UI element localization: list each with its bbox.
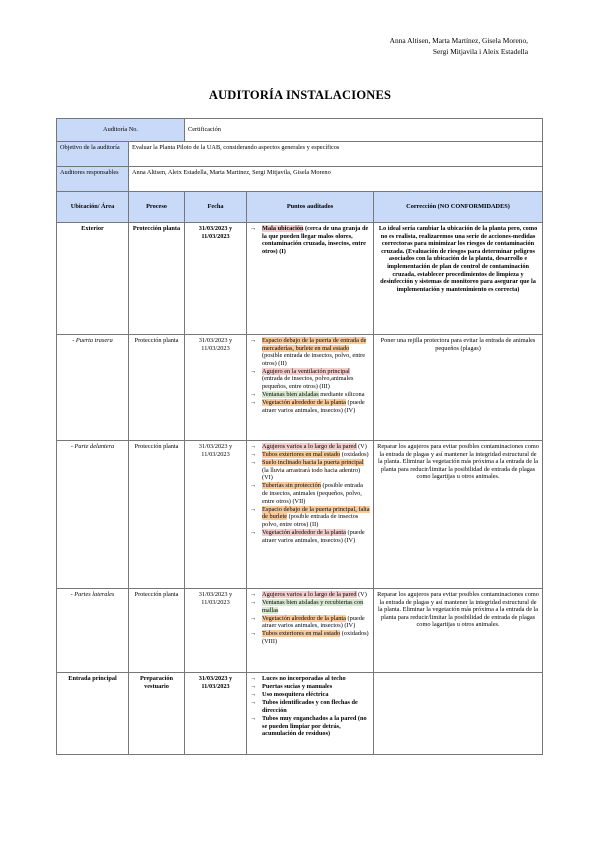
points-list: [250, 675, 370, 738]
row-ubicacion: - Partes laterales: [57, 589, 129, 673]
list-item: [250, 459, 370, 482]
point-text: (oxidados) (VIII): [262, 630, 369, 646]
arrow-right-icon: →: [250, 599, 257, 607]
authors-block: [390, 35, 528, 57]
point-highlight: Tubos exteriores en mal estado: [262, 630, 341, 638]
point-text: Uso mosquitera eléctrica: [262, 691, 329, 699]
point-text: Tubos muy enganchados a la pared (no se pueden limpiar por detrás, acumulación de residuos): [262, 714, 367, 738]
arrow-right-icon: →: [250, 443, 257, 450]
point-text: (puede atraer varios animales, insectos) (IV): [262, 529, 365, 544]
table-header-row: [57, 192, 543, 223]
table-row: [57, 589, 543, 673]
list-item: [250, 591, 370, 599]
audit-table: [56, 118, 543, 755]
point-text: (V): [356, 443, 367, 450]
point-highlight: Mala ubicación: [262, 225, 304, 232]
objetivo-value: Evaluar la Planta Piloto de la UAB, considerando aspectos generales y específicos: [129, 142, 543, 167]
point-text: (oxidados): [340, 451, 369, 459]
point-text: (puede atraer varios animales, insectos) (IV): [262, 614, 365, 630]
arrow-right-icon: →: [250, 630, 257, 638]
list-item: [250, 368, 370, 391]
list-item: [250, 683, 370, 691]
arrow-right-icon: →: [250, 714, 257, 722]
arrow-right-icon: →: [250, 691, 257, 699]
header-ubicacion: Ubicación/ Área: [57, 192, 129, 223]
point-text: (la lluvia arrastrará todo hacia adentro) (VI): [262, 466, 361, 482]
row-puntos: [247, 223, 374, 335]
point-text: (V): [356, 591, 367, 598]
auditores-label: Auditores responsables: [57, 167, 129, 192]
point-highlight: Agujeros varios a lo largo de la pared: [262, 443, 357, 450]
meta-row-objetivo: [57, 142, 543, 167]
point-text: (puede atraer varios animales, insectos) (IV): [262, 399, 365, 414]
arrow-right-icon: →: [250, 451, 257, 459]
row-puntos: [247, 441, 374, 589]
list-item: [250, 599, 370, 614]
point-highlight: Vegetación alrededor de la planta: [262, 614, 346, 622]
row-fecha: 31/03/2023 y 11/03/2023: [185, 673, 247, 755]
row-fecha: 31/03/2023 y 11/03/2023: [185, 589, 247, 673]
list-item: [250, 699, 370, 714]
arrow-right-icon: →: [250, 391, 257, 399]
point-highlight: Agujeros varios a lo largo de la pared: [262, 591, 357, 598]
row-fecha: 31/03/2023 y 11/03/2023: [185, 335, 247, 441]
point-text: Puertas sucias y manuales: [262, 683, 333, 691]
arrow-right-icon: →: [250, 505, 257, 513]
arrow-right-icon: →: [250, 482, 257, 490]
page-title: AUDITORÍA INSTALACIONES: [208, 88, 392, 102]
point-highlight: Suelo inclinado hacia la puerta principal: [262, 459, 364, 467]
table-row: [57, 223, 543, 335]
row-proceso: Protección planta: [129, 223, 185, 335]
row-ubicacion: Exterior: [57, 223, 129, 335]
point-highlight: Vegetación alrededor de la planta: [262, 529, 346, 537]
arrow-right-icon: →: [250, 529, 257, 537]
row-ubicacion: - Parte delantera: [57, 441, 129, 589]
points-list: [250, 337, 370, 414]
point-highlight: Espacio debajo de la puerta de entrada de mercaderías, burlete en mal estado: [262, 337, 367, 352]
authors-line-2: Sergi Mitjavila i Aleix Estadella: [432, 47, 528, 56]
arrow-right-icon: →: [250, 614, 257, 622]
point-highlight: Agujero en la ventilación principal: [262, 367, 350, 375]
objetivo-label: Objetivo de la auditoría: [57, 142, 129, 167]
point-text: (posible entrada de insectos polvo, entre otros) (II): [262, 513, 359, 528]
point-text: mediante silicona: [318, 391, 365, 399]
auditoria-label: Auditoría No.: [57, 119, 185, 142]
point-highlight: Vegetación alrededor de la planta: [262, 399, 346, 407]
list-item: [250, 451, 370, 459]
table-row: [57, 673, 543, 755]
row-proceso: Protección planta: [129, 589, 185, 673]
point-text: Tubos identificados y con flechas de dirección: [262, 699, 358, 714]
row-puntos: [247, 589, 374, 673]
points-list: [250, 443, 370, 544]
point-highlight: Espacio debajo de la puerta principal, falta de burlete: [262, 505, 370, 521]
authors-line-1: Anna Altisen, Marta Martínez, Gisela Moreno,: [389, 36, 528, 45]
meta-row-auditoria: [57, 119, 543, 142]
row-ubicacion: - Puerta trasera: [57, 335, 129, 441]
point-text: (posible entrada de insectos, animales (pequeños, polvo, entre otros) (VII): [262, 482, 363, 505]
points-list: [250, 591, 370, 646]
point-highlight: Ventanas bien aisladas: [262, 391, 319, 399]
row-correccion: Reparar los agujeros para evitar posibles contaminaciones como la entrada de plagas y así mantener la integridad estructural de la planta. Eliminar la vegetación más próxima a la entrada de la planta para reducir/limitar la posibilidad de entrada de plagas como lagartijas u otros animales.: [374, 589, 543, 673]
list-item: [250, 399, 370, 414]
header-proceso: Proceso: [129, 192, 185, 223]
row-fecha: 31/03/2023 y 11/03/2023: [185, 223, 247, 335]
point-text: Luces no incorporadas al techo: [262, 675, 346, 682]
auditoria-value: Certificación: [185, 119, 543, 142]
row-correccion: Lo ideal sería cambiar la ubicación de la planta pero, como no es realista, realizaremos una serie de acciones-medidas correctoras para minimizar los riesgos de contaminación cruzada. (Evaluación de riesgos para determinar peligros asociados con la ubicación de la planta, desarrollo e implementación de plan de control de contaminación cruzada, establecer procedimientos de limpieza y desinfección y sistemas de monitoreo para asegurar que la implementación y mantenimiento es correcta): [374, 223, 543, 335]
list-item: [250, 443, 370, 451]
list-item: [250, 675, 370, 683]
row-proceso: Protección planta: [129, 335, 185, 441]
list-item: [250, 691, 370, 699]
header-puntos: Puntos auditados: [247, 192, 374, 223]
row-puntos: [247, 673, 374, 755]
list-item: [250, 529, 370, 544]
row-proceso: Preparación vestuario: [129, 673, 185, 755]
arrow-right-icon: →: [250, 337, 257, 344]
row-ubicacion: Entrada principal: [57, 673, 129, 755]
row-fecha: 31/03/2023 y 11/03/2023: [185, 441, 247, 589]
arrow-right-icon: →: [250, 683, 257, 691]
arrow-right-icon: →: [250, 591, 257, 598]
arrow-right-icon: →: [250, 225, 257, 232]
auditores-value: Anna Altisen, Aleix Estadella, Marta Martinez, Sergi Mitjavila, Gisela Moreno: [129, 167, 543, 192]
meta-row-auditores: [57, 167, 543, 192]
row-correccion: Poner una rejilla protectora para evitar la entrada de animales pequeños (plagas): [374, 335, 543, 441]
point-highlight: Ventanas bien aisladas y recubiertas con mallas: [262, 599, 364, 614]
arrow-right-icon: →: [250, 399, 257, 407]
list-item: [250, 225, 370, 255]
point-text: (posible entrada de insectos, polvo, entre otros) (II): [262, 352, 366, 367]
arrow-right-icon: →: [250, 699, 257, 707]
list-item: [250, 715, 370, 738]
list-item: [250, 482, 370, 505]
point-highlight: Tuberías sin protección: [262, 482, 321, 490]
row-proceso: Protección planta: [129, 441, 185, 589]
list-item: [250, 630, 370, 645]
point-text: (cerca de una granja de la que pueden llegar malos olores, contaminación cruzada, insectos, entre otros) (I): [262, 225, 369, 255]
table-row: [57, 441, 543, 589]
header-correccion: Corrección (NO CONFORMIDADES): [374, 192, 543, 223]
arrow-right-icon: →: [250, 459, 257, 467]
list-item: [250, 615, 370, 630]
list-item: [250, 506, 370, 529]
points-list: [250, 225, 370, 255]
arrow-right-icon: →: [250, 675, 257, 682]
table-row: [57, 335, 543, 441]
point-highlight: Tubos exteriores en mal estado: [262, 451, 341, 459]
header-fecha: Fecha: [185, 192, 247, 223]
list-item: [250, 337, 370, 367]
arrow-right-icon: →: [250, 367, 257, 375]
row-correccion: [374, 673, 543, 755]
row-puntos: [247, 335, 374, 441]
row-correccion: Reparar los agujeros para evitar posibles contaminaciones como la entrada de plagas y así mantener la integridad estructural de la planta. Eliminar la vegetación más próxima a la entrada de la planta para reducir/limitar la posibilidad de entrada de plagas como lagartijas u otros animales.: [374, 441, 543, 589]
point-text: (entrada de insectos, polvo,animales pequeños, entre otros) (III): [262, 375, 354, 391]
list-item: [250, 391, 370, 399]
